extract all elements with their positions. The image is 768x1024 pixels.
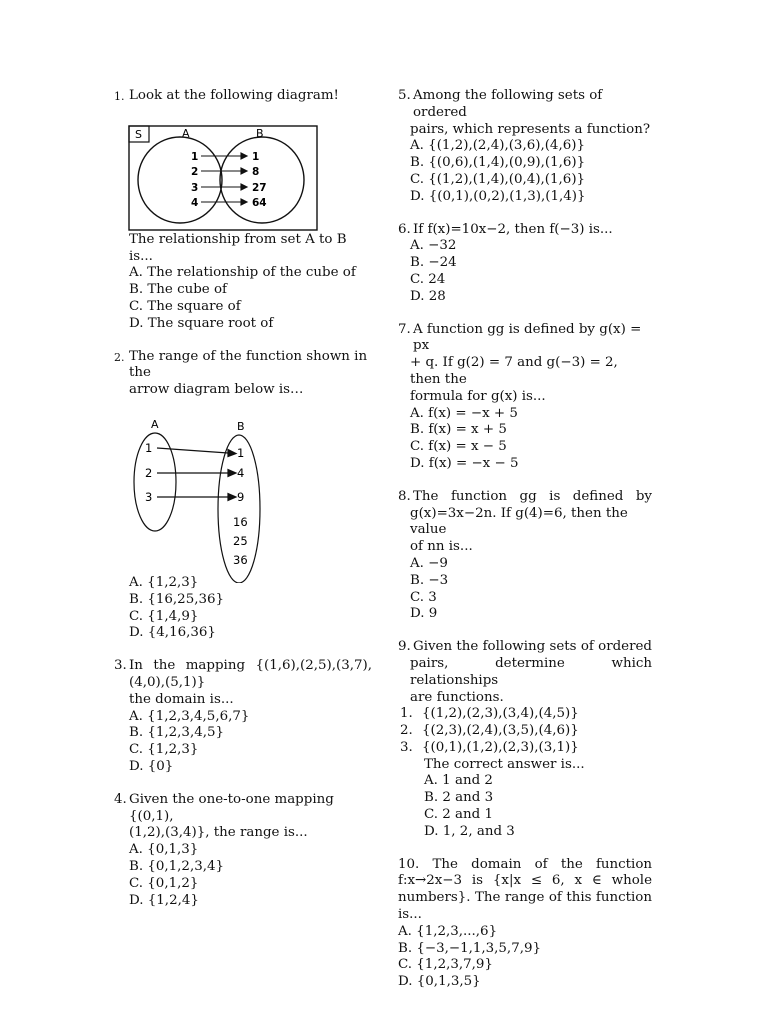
answer-option-c: C. The square of	[129, 298, 241, 314]
list-item-text: {(2,3),(2,4),(3,5),(4,6)}	[422, 723, 579, 739]
set-b-element: 1	[237, 445, 245, 460]
question-text: 10. The domain of the function	[398, 856, 652, 872]
answer-option-a: A. {1,2,3,...,6}	[398, 923, 498, 939]
question-number: 9.	[398, 639, 411, 655]
question-prompt: The correct answer is...	[424, 756, 585, 772]
answer-option-c: C. {1,2,3,7,9}	[398, 957, 493, 973]
question-10	[398, 857, 652, 991]
answer-option-a: A. {1,2,3,4,5,6,7}	[129, 708, 250, 724]
question-4	[114, 792, 372, 910]
question-6	[398, 222, 652, 306]
answer-option-b: B. f(x) = x + 5	[410, 422, 507, 438]
question-number: 4.	[114, 791, 127, 807]
set-b-label: B	[237, 419, 245, 433]
left-column	[114, 88, 372, 909]
set-a-oval	[138, 137, 222, 223]
question-text: Among the following sets of ordered	[413, 88, 603, 120]
set-a-label: A	[151, 417, 159, 431]
answer-option-c: C. {0,1,2}	[129, 875, 199, 891]
answer-option-d: D. {1,2,4}	[129, 892, 199, 908]
question-text: If f(x)=10x−2, then f(−3) is...	[413, 221, 613, 237]
q2-arrow-diagram	[132, 413, 262, 583]
answer-option-a: A. {(1,2),(2,4),(3,6),(4,6)}	[410, 138, 585, 154]
question-text: Look at the following diagram!	[129, 88, 339, 103]
question-prompt: The relationship from set A to B is...	[129, 231, 347, 264]
answer-option-c: C. 24	[410, 271, 446, 287]
answer-option-d: D. {0}	[129, 758, 174, 774]
list-item-number: 3.	[400, 739, 413, 755]
question-number: 7.	[398, 321, 411, 337]
list-item-number: 1.	[400, 706, 413, 722]
answer-option-b: B. 2 and 3	[424, 790, 494, 806]
set-b-element: 64	[252, 196, 267, 209]
question-text: of nn is...	[410, 539, 473, 555]
question-2	[114, 349, 372, 643]
set-a-oval	[134, 433, 176, 531]
list-item	[398, 740, 652, 757]
set-a-element: 2	[145, 465, 153, 480]
answer-option-a: A. {0,1,3}	[129, 842, 199, 858]
answer-option-b: B. {1,2,3,4,5}	[129, 725, 225, 741]
question-text: Given the one-to-one mapping {(0,1),	[129, 791, 334, 824]
question-text: are functions.	[410, 689, 504, 705]
question-number: 8.	[398, 488, 411, 504]
answer-option-b: B. {(0,6),(1,4),(0,9),(1,6)}	[410, 155, 586, 171]
question-text: pairs, determine which relationships	[410, 655, 652, 688]
set-a-element: 1	[145, 440, 153, 455]
question-number: 3.	[114, 658, 127, 674]
question-text: The range of the function shown in the	[129, 348, 368, 381]
answer-option-d: D. 28	[410, 288, 446, 304]
question-text: (1,2),(3,4)}, the range is...	[129, 825, 308, 841]
list-item-number: 2.	[400, 723, 413, 739]
answer-option-b: B. {16,25,36}	[129, 591, 225, 607]
question-number: 1.	[114, 90, 125, 103]
question-7	[398, 322, 652, 473]
answer-option-c: C. 3	[410, 589, 437, 605]
answer-option-c: C. {1,2,3}	[129, 742, 199, 758]
question-5	[398, 88, 652, 206]
set-a-element: 3	[191, 181, 199, 194]
answer-option-a: A. {1,2,3}	[129, 574, 199, 590]
question-number: 2.	[114, 350, 125, 364]
answer-option-d: D. f(x) = −x − 5	[410, 455, 519, 471]
set-a-element: 4	[191, 196, 199, 209]
answer-option-d: D. {4,16,36}	[129, 625, 216, 641]
answer-option-b: B. The cube of	[129, 282, 227, 298]
set-b-element: 1	[252, 150, 260, 163]
answer-option-a: A. −32	[410, 238, 457, 254]
set-b-element: 27	[252, 181, 267, 194]
question-text: the domain is...	[129, 691, 234, 707]
question-number: 5.	[398, 88, 411, 103]
answer-option-c: C. {1,4,9}	[129, 608, 199, 624]
question-text: f:x→2x−3 is {x|x ≤ 6, x ∈ whole	[398, 873, 652, 889]
set-b-element: 25	[233, 533, 248, 548]
answer-option-b: B. {−3,−1,1,3,5,7,9}	[398, 940, 542, 956]
question-text: In the mapping {(1,6),(2,5),(3,7),	[129, 658, 372, 674]
set-b-element: 36	[233, 552, 248, 567]
answer-option-a: A. −9	[410, 555, 448, 571]
answer-option-d: D. 9	[410, 606, 438, 622]
universal-set-label: S	[135, 127, 142, 141]
answer-option-b: B. −24	[410, 255, 457, 271]
question-text: + q. If g(2) = 7 and g(−3) = 2, then the	[410, 355, 618, 387]
answer-option-d: D. 1, 2, and 3	[424, 823, 515, 839]
list-item-text: {(1,2),(2,3),(3,4),(4,5)}	[422, 706, 579, 722]
answer-option-c: C. {(1,2),(1,4),(0,4),(1,6)}	[410, 171, 586, 187]
question-text: Given the following sets of ordered	[413, 639, 652, 655]
ordered-pair-list	[398, 706, 652, 756]
answer-option-d: D. The square root of	[129, 315, 274, 331]
list-item	[398, 706, 652, 723]
answer-option-a: A. f(x) = −x + 5	[410, 405, 518, 421]
set-a-element: 3	[145, 489, 153, 504]
set-b-oval	[220, 137, 304, 223]
answer-option-a: A. 1 and 2	[424, 773, 493, 789]
answer-option-c: C. 2 and 1	[424, 807, 494, 823]
answer-option-a: A. The relationship of the cube of	[129, 265, 356, 281]
question-text: formula for g(x) is...	[410, 388, 546, 404]
question-text: g(x)=3x−2n. If g(4)=6, then the value	[410, 505, 628, 538]
set-b-element: 16	[233, 514, 248, 529]
right-column	[398, 88, 652, 991]
question-text: arrow diagram below is…	[129, 382, 304, 398]
list-item	[398, 723, 652, 740]
answer-option-c: C. f(x) = x − 5	[410, 439, 507, 455]
q1-mapping-diagram	[128, 125, 318, 231]
question-3	[114, 658, 372, 776]
question-text: A function gg is defined by g(x) = px	[413, 321, 642, 354]
answer-option-b: B. −3	[410, 572, 449, 588]
answer-option-b: B. {0,1,2,3,4}	[129, 858, 225, 874]
question-number: 6.	[398, 221, 411, 237]
answer-option-d: D. {0,1,3,5}	[398, 974, 481, 990]
set-b-element: 4	[237, 465, 245, 480]
list-item-text: {(0,1),(1,2),(2,3),(3,1)}	[422, 739, 579, 755]
set-a-element: 1	[191, 150, 199, 163]
question-text: pairs, which represents a function?	[410, 121, 650, 137]
question-text: is...	[398, 907, 422, 923]
question-text: The function gg is defined by	[413, 488, 652, 504]
question-8	[398, 489, 652, 623]
set-b-element: 8	[252, 165, 260, 178]
question-1	[114, 88, 372, 333]
question-text: (4,0),(5,1)}	[129, 674, 206, 690]
set-a-element: 2	[191, 165, 199, 178]
answer-option-d: D. {(0,1),(0,2),(1,3),(1,4)}	[410, 188, 586, 204]
set-b-element: 9	[237, 489, 245, 504]
set-a-label: A	[182, 126, 190, 140]
question-text: numbers}. The range of this function	[398, 890, 652, 906]
question-9	[398, 639, 652, 841]
set-b-label: B	[256, 126, 264, 140]
